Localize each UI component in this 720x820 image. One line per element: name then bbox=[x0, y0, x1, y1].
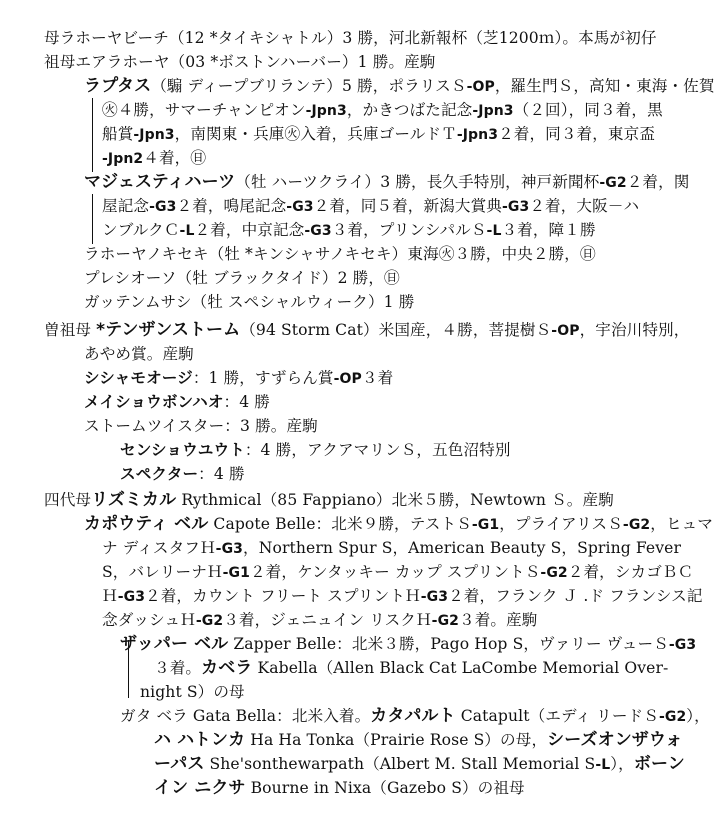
text: Ha Ha Tonka（Prairie Rose S）の母， bbox=[245, 731, 548, 749]
text: ４着，㊐ bbox=[143, 149, 207, 167]
text: （94 Storm Cat）米国産，４勝，菩提樹Ｓ bbox=[240, 321, 552, 339]
line-zapper-belle-2 bbox=[154, 656, 668, 680]
line-la-jolla-no-kiseki bbox=[84, 242, 596, 266]
line-raputasu-2 bbox=[102, 98, 663, 123]
line-majesty-2 bbox=[102, 194, 639, 219]
grade-label: -G3 bbox=[304, 223, 332, 239]
grade-label: -Jpn3 bbox=[472, 103, 514, 119]
text: プレシオーソ（牡 ブラックタイド）2 勝，㊐ bbox=[84, 269, 400, 287]
horse-name-majesty-hearts: マジェスティハーツ bbox=[84, 172, 236, 192]
text: ３着。 bbox=[154, 659, 202, 677]
line-capote-belle-2 bbox=[102, 536, 681, 561]
line-shishamo-oji bbox=[84, 366, 393, 391]
text: （２回），同３着，黒 bbox=[513, 101, 663, 119]
grade-label: -L bbox=[179, 223, 195, 239]
line-raputasu-3 bbox=[102, 122, 655, 147]
line-gata-bella-3 bbox=[154, 752, 685, 777]
grade-label: -G3 bbox=[117, 589, 146, 605]
text: She'sonthewarpath（Albert M. Stall Memorial S bbox=[204, 755, 596, 773]
text: ２着，鳴尾記念 bbox=[176, 197, 287, 215]
line-raputasu-1 bbox=[84, 74, 715, 99]
line-spectre bbox=[120, 462, 245, 486]
grade-label: -G3 bbox=[215, 541, 244, 557]
line-fourth-dam bbox=[44, 488, 614, 512]
grade-label: -G3 bbox=[501, 199, 530, 215]
grade-label: -G3 bbox=[668, 637, 697, 653]
grade-label: -Jpn3 bbox=[133, 127, 175, 143]
line-dam bbox=[44, 26, 657, 50]
text: ガッテンムサシ（牡 スペシャルウィーク）1 勝 bbox=[84, 293, 415, 311]
grade-label: -Jpn3 bbox=[456, 127, 499, 143]
text: （牡 ハーツクライ）3 勝，長久手特別，神戸新聞杯 bbox=[235, 173, 600, 191]
line-third-dam-1 bbox=[44, 318, 689, 343]
grade-label: -Jpn2 bbox=[102, 151, 144, 167]
grade-label: -L bbox=[486, 223, 502, 239]
text: Rythmical（85 Fappiano）北米５勝，Newtown Ｓ。産駒 bbox=[176, 491, 614, 509]
text: ２着，ケンタッキー カップ スプリントＳ bbox=[249, 563, 541, 581]
horse-name-bourne-in-nixa: ボーン bbox=[633, 754, 685, 774]
grade-label: -OP bbox=[333, 371, 362, 387]
bracket-line-raputasu bbox=[92, 98, 93, 172]
text: ）， bbox=[686, 707, 710, 725]
text: Kabella（Allen Black Cat LaCombe Memorial Over- bbox=[252, 659, 669, 677]
text: Catapult（エディ リードＳ bbox=[455, 707, 659, 725]
text: 曽祖母 bbox=[44, 321, 97, 339]
line-second-dam bbox=[44, 50, 435, 74]
text: ３着，プリンシパルＳ bbox=[331, 221, 487, 239]
text: Zapper Belle：北米３勝，Pago Hop S，ヴァリー ヴューＳ bbox=[228, 635, 669, 653]
horse-name-spectre: スペクター bbox=[120, 465, 199, 483]
line-prezioso bbox=[84, 266, 400, 290]
text: ３着，ジェニュイン リスクＨ bbox=[223, 611, 432, 629]
text: 四代母 bbox=[44, 491, 92, 509]
text: ２着，同５着，新潟大賞典 bbox=[313, 197, 502, 215]
line-gata-bella-4 bbox=[154, 776, 525, 800]
text: あやめ賞。産駒 bbox=[84, 345, 194, 363]
text: ３着，障１勝 bbox=[501, 221, 596, 239]
line-meisho-bonhao bbox=[84, 390, 270, 414]
text: ２着，大阪－ハ bbox=[529, 197, 640, 215]
text: ，かきつばた記念 bbox=[346, 101, 473, 119]
text: ラホーヤノキセキ（牡 *キンシャサノキセキ）東海㊋３勝，中央２勝，㊐ bbox=[84, 245, 596, 263]
text: ，羅生門Ｓ，高知・東海・佐賀 bbox=[494, 77, 715, 95]
text: ，Northern Spur S，American Beauty S，Spring Fever bbox=[243, 539, 682, 557]
text: ，宇治川特別， bbox=[579, 321, 690, 339]
grade-label: -G3 bbox=[149, 199, 177, 215]
text: ：4 勝，アクアマリンＳ，五色沼特別 bbox=[244, 441, 511, 459]
line-capote-belle-5 bbox=[102, 608, 537, 633]
text: 屋記念 bbox=[102, 197, 150, 215]
text: ナ ディスタフＨ bbox=[102, 539, 216, 557]
text: Bourne in Nixa（Gazebo S）の祖母 bbox=[245, 779, 525, 797]
text: ２着，中京記念 bbox=[194, 221, 305, 239]
line-capote-belle-4 bbox=[102, 584, 703, 609]
horse-name-shes-on-the-warpath: シーズオンザウォ bbox=[547, 730, 683, 750]
grade-label: -G3 bbox=[286, 199, 314, 215]
text: ，南関東・兵庫㊋入着，兵庫ゴールドＴ bbox=[174, 125, 457, 143]
grade-label: -G1 bbox=[471, 517, 500, 533]
horse-name-bourne-in-nixa-cont: イン ニクサ bbox=[154, 778, 246, 798]
grade-label: -G1 bbox=[222, 565, 250, 581]
text: 船賞 bbox=[102, 125, 134, 143]
grade-label: -G2 bbox=[599, 175, 627, 191]
horse-name-catapult: カタパルト bbox=[370, 706, 456, 726]
line-gata-bella-2 bbox=[154, 728, 682, 752]
line-zapper-belle-1 bbox=[120, 632, 696, 657]
text: ）， bbox=[610, 755, 634, 773]
text: ，ヒュマ bbox=[650, 515, 714, 533]
text: ガタ ベラ Gata Bella：北米入着。 bbox=[120, 707, 371, 725]
text: ２着，関 bbox=[626, 173, 690, 191]
grade-label: -G2 bbox=[658, 709, 687, 725]
dam-text: 母ラホーヤビーチ（12 *タイキシャトル）3 勝，河北新報杯（芝1200ｍ）。本馬が初仔 bbox=[44, 29, 657, 47]
grade-label: -G3 bbox=[420, 589, 449, 605]
horse-name-kabella: カベラ bbox=[201, 658, 253, 678]
text: night S）の母 bbox=[140, 683, 245, 701]
horse-name-zapper-belle: ザッパー ベル bbox=[120, 634, 229, 654]
text: ２着，シカゴＢＣ bbox=[567, 563, 694, 581]
grade-label: -L bbox=[595, 757, 611, 773]
horse-name-tenzan-storm: *テンザンストーム bbox=[96, 320, 241, 340]
line-third-dam-2 bbox=[84, 342, 194, 366]
text: ：4 勝 bbox=[223, 393, 270, 411]
line-sensho-yuto bbox=[120, 438, 511, 462]
text: ３着 bbox=[361, 369, 394, 387]
grade-label: -G2 bbox=[540, 565, 568, 581]
horse-name-rythmical: リズミカル bbox=[91, 490, 177, 510]
grade-label: -OP bbox=[466, 79, 495, 95]
line-storm-twister bbox=[84, 414, 318, 438]
line-gata-bella bbox=[120, 704, 710, 729]
text: ：1 勝，すずらん賞 bbox=[192, 369, 334, 387]
text: ，プライアリスＳ bbox=[499, 515, 623, 533]
horse-name-shishamo-oji: シシャモオージ bbox=[84, 369, 193, 387]
line-gatten-musashi bbox=[84, 290, 414, 314]
line-zapper-belle-3 bbox=[140, 680, 245, 704]
line-capote-belle-3 bbox=[102, 560, 693, 585]
line-majesty-3 bbox=[102, 218, 596, 243]
text: ㊋４勝，サマーチャンピオン bbox=[102, 101, 306, 119]
horse-name-capote-belle: カポウティ ベル bbox=[84, 514, 209, 534]
text: ストームツイスター：3 勝。産駒 bbox=[84, 417, 318, 435]
grade-label: -G2 bbox=[195, 613, 224, 629]
text: Capote Belle：北米９勝，テストＳ bbox=[208, 515, 472, 533]
text: S，バレリーナＨ bbox=[102, 563, 223, 581]
line-raputasu-4 bbox=[102, 146, 206, 171]
grade-label: -G2 bbox=[431, 613, 459, 629]
horse-name-meisho-bonhao: メイショウボンハオ bbox=[84, 393, 224, 411]
horse-name-shes-on-the-warpath-cont: ーパス bbox=[154, 754, 205, 774]
horse-name-ha-ha-tonka: ハ ハトンカ bbox=[154, 730, 246, 750]
text: ２着，カウント フリート スプリントＨ bbox=[145, 587, 421, 605]
text: ンブルクＣ bbox=[102, 221, 180, 239]
horse-name-sensho-yuto: センショウユウト bbox=[120, 441, 245, 459]
text: ２着，フランク Ｊ .ド フランシス記 bbox=[448, 587, 703, 605]
text: ２着，同３着，東京盃 bbox=[498, 125, 656, 143]
line-majesty-1 bbox=[84, 170, 689, 195]
horse-name-raputasu: ラプタス bbox=[84, 76, 152, 96]
text: Ｈ bbox=[102, 587, 118, 605]
grade-label: -Jpn3 bbox=[305, 103, 347, 119]
bracket-line-majesty-hearts bbox=[92, 194, 93, 244]
second-dam-text: 祖母エアラホーヤ（03 *ボストンハーバー）1 勝。産駒 bbox=[44, 53, 436, 71]
text: （騸 ディープブリランテ）5 勝，ポラリスＳ bbox=[151, 77, 467, 95]
grade-label: -OP bbox=[551, 323, 580, 339]
line-capote-belle-1 bbox=[84, 512, 713, 537]
text: ３着。産駒 bbox=[459, 611, 538, 629]
text: 念ダッシュＨ bbox=[102, 611, 196, 629]
grade-label: -G2 bbox=[622, 517, 651, 533]
text: ：4 勝 bbox=[198, 465, 245, 483]
